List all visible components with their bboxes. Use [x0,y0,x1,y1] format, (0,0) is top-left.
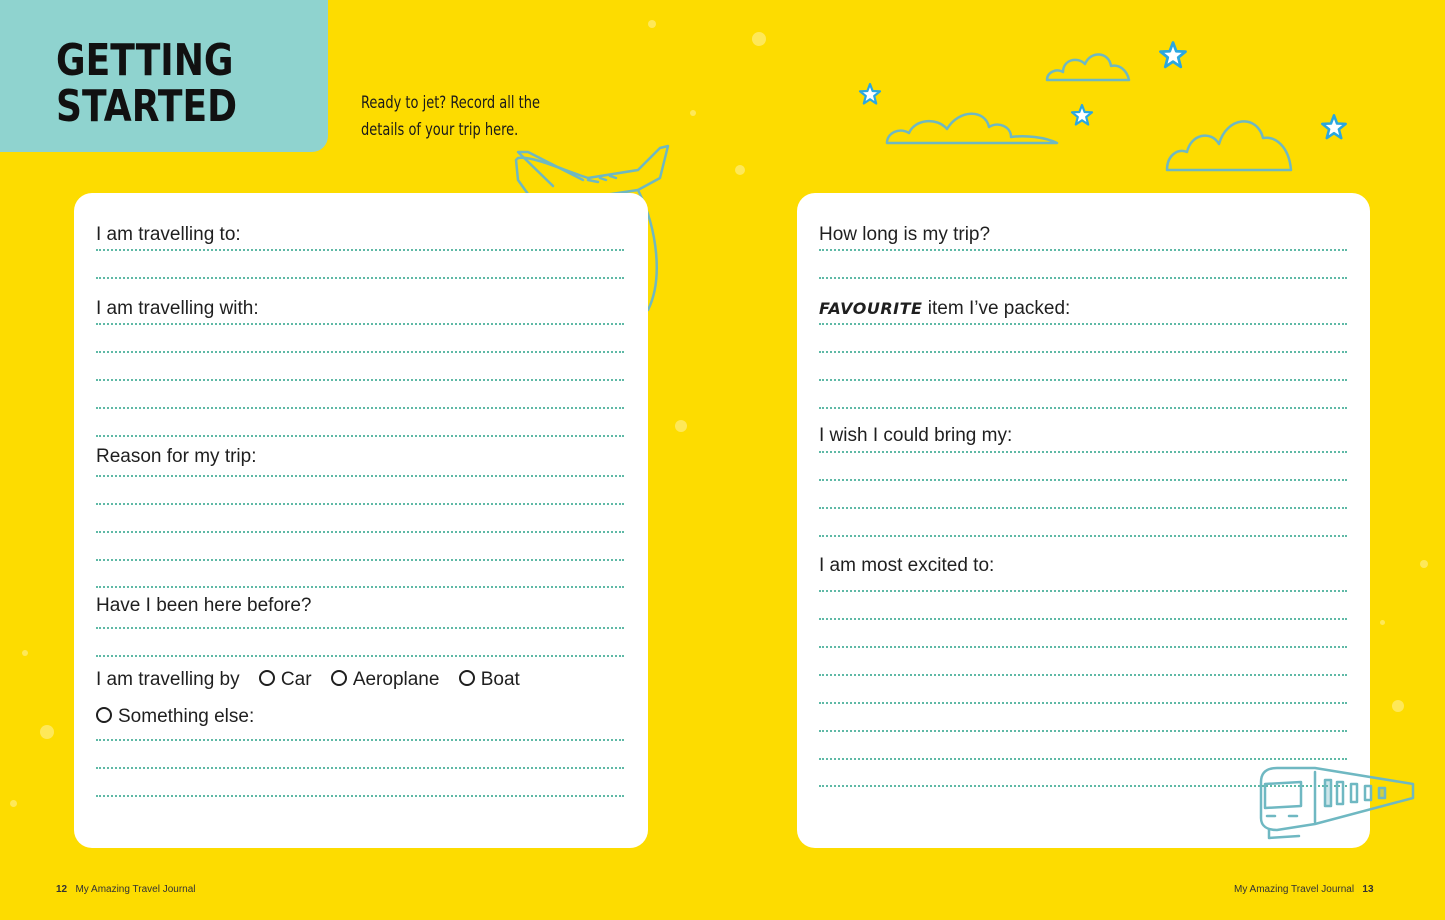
write-line[interactable] [819,730,1347,732]
write-line[interactable] [819,249,1347,251]
prompt-most-excited: I am most excited to: [819,555,995,576]
left-form-card [74,193,648,848]
cloud-doodle-icon [1045,46,1135,86]
write-line[interactable] [819,451,1347,453]
write-line[interactable] [819,674,1347,676]
option-car[interactable] [259,669,312,691]
star-doodle-icon [858,82,882,106]
radio-circle-icon[interactable] [331,670,347,686]
radio-circle-icon[interactable] [459,670,475,686]
write-line[interactable] [96,739,624,741]
train-doodle-icon [1255,762,1420,842]
prompt-favourite-item [819,298,1070,320]
option-boat-label: Boat [480,669,520,690]
write-line[interactable] [96,655,624,657]
speckle [648,20,656,28]
write-line[interactable] [96,277,624,279]
write-line[interactable] [96,531,624,533]
write-line[interactable] [96,627,624,629]
write-line[interactable] [96,407,624,409]
page-number-right: 13 [1362,884,1374,895]
write-line[interactable] [819,323,1347,325]
option-aeroplane-label: Aeroplane [352,669,440,690]
page-title-line1: GETTING [56,35,234,86]
cloud-doodle-icon [1165,110,1305,175]
write-line[interactable] [819,407,1347,409]
intro-line1: Ready to jet? Record all the [361,93,540,113]
write-line[interactable] [96,323,624,325]
speckle [1380,620,1385,625]
write-line[interactable] [819,702,1347,704]
favourite-rest: item I’ve packed: [927,298,1071,319]
prompt-travelling-to: I am travelling to: [96,224,241,245]
write-line[interactable] [96,586,624,588]
travelling-by-label: I am travelling by [96,669,240,690]
prompt-travelling-with: I am travelling with: [96,298,259,319]
cloud-doodle-icon [885,105,1065,147]
write-line[interactable] [96,559,624,561]
write-line[interactable] [96,249,624,251]
star-doodle-icon [1070,103,1094,127]
write-line[interactable] [96,351,624,353]
prompt-travelling-by [96,669,520,691]
option-something-else-label: Something else: [118,706,255,727]
radio-circle-icon[interactable] [96,707,112,723]
option-aeroplane[interactable] [331,669,440,691]
option-boat[interactable] [459,669,520,691]
write-line[interactable] [819,277,1347,279]
prompt-trip-length: How long is my trip? [819,224,991,245]
speckle [22,650,28,656]
right-form-card [797,193,1370,848]
speckle [10,800,17,807]
write-line[interactable] [96,475,624,477]
option-something-else[interactable] [96,706,254,728]
prompt-reason: Reason for my trip: [96,446,257,467]
speckle [1392,700,1404,712]
intro-line2: details of your trip here. [361,120,519,140]
star-doodle-icon [1158,40,1188,70]
write-line[interactable] [819,535,1347,537]
write-line[interactable] [819,379,1347,381]
book-title-left: My Amazing Travel Journal [75,884,196,895]
book-title-right: My Amazing Travel Journal [1234,884,1355,895]
prompt-been-before: Have I been here before? [96,595,312,616]
star-doodle-icon [1320,113,1348,141]
write-line[interactable] [96,767,624,769]
speckle [675,420,687,432]
prompt-wish-bring: I wish I could bring my: [819,425,1013,446]
write-line[interactable] [96,503,624,505]
page-number-left: 12 [56,884,68,895]
write-line[interactable] [819,646,1347,648]
intro-text [361,90,565,144]
write-line[interactable] [96,795,624,797]
write-line[interactable] [819,479,1347,481]
option-car-label: Car [280,669,312,690]
radio-circle-icon[interactable] [259,670,275,686]
page-title-line2: STARTED [56,81,238,132]
write-line[interactable] [96,379,624,381]
speckle [1420,560,1428,568]
speckle [752,32,766,46]
favourite-word: FAVOURITE [819,299,923,318]
write-line[interactable] [819,590,1347,592]
speckle [40,725,54,739]
write-line[interactable] [96,435,624,437]
write-line[interactable] [819,758,1347,760]
write-line[interactable] [819,618,1347,620]
page-title [56,35,238,132]
speckle [735,165,745,175]
footer-left [56,884,196,895]
write-line[interactable] [819,351,1347,353]
write-line[interactable] [819,507,1347,509]
footer-right [1234,884,1374,895]
speckle [690,110,696,116]
